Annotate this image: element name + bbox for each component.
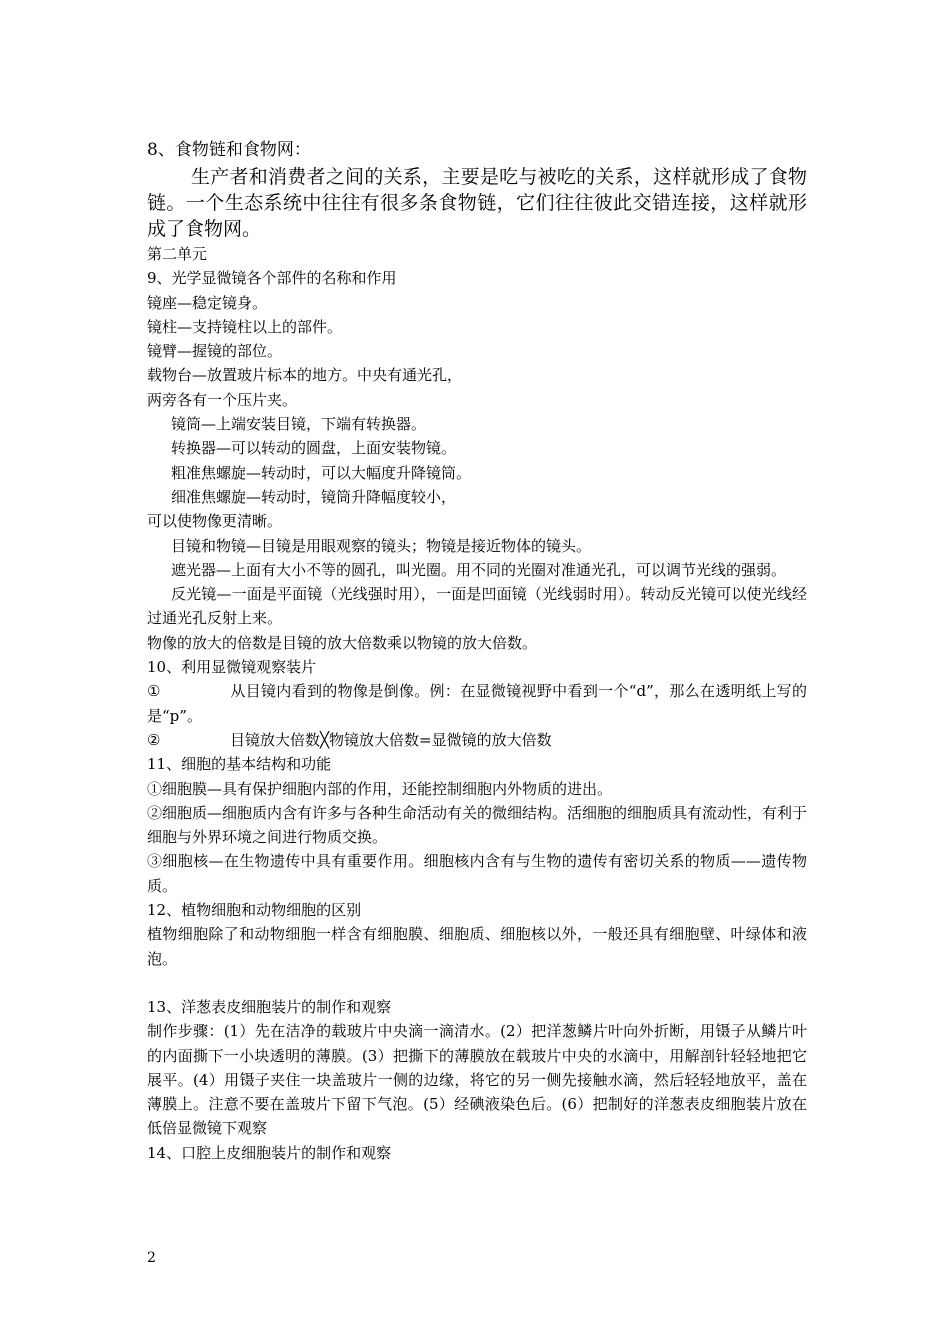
unit-heading: 第二单元 [147,245,208,263]
microscope-part-mirror: 反光镜—一面是平面镜（光线强时用），一面是凹面镜（光线弱时用）。转动反光镜可以使光线经过通光孔反射上来。 [147,585,807,628]
section-8-paragraph: 生产者和消费者之间的关系，主要是吃与被吃的关系，这样就形成了食物链。一个生态系统中往往有很多条食物链，它们往往彼此交错连接，这样就形成了食物网。 [147,166,807,240]
section-10-item-2 [147,728,807,752]
section-13-heading: 13、洋葱表皮细胞装片的制作和观察 [147,997,392,1016]
section-10-heading: 10、利用显微镜观察装片 [147,658,317,677]
microscope-part-fine-focus: 细准焦螺旋—转动时，镜筒升降幅度较小， [171,487,457,506]
microscope-part-pillar: 镜柱—支持镜柱以上的部件。 [147,317,343,336]
magnification-note: 物像的放大的倍数是目镜的放大倍数乘以物镜的放大倍数。 [147,633,538,652]
microscope-part-lenses: 目镜和物镜—目镜是用眼观察的镜头；物镜是接近物体的镜头。 [171,536,592,555]
cell-membrane-paragraph: ①细胞膜—具有保护细胞内部的作用，还能控制细胞内外物质的进出。 [147,779,613,798]
section-9-heading: 9、光学显微镜各个部件的名称和作用 [147,269,397,288]
nucleus-paragraph: ③细胞核—在生物遗传中具有重要作用。细胞核内含有与生物的遗传有密切关系的物质——遗传物质。 [147,852,807,895]
section-13-paragraph: 制作步骤：(1）先在洁净的载玻片中央滴一滴清水。(2）把洋葱鳞片叶向外折断，用镊子从鳞片叶的内面撕下一小块透明的薄膜。(3）把撕下的薄膜放在载玻片中央的水滴中，用解剖针轻轻地把它展平。(4）用镊子夹住一块盖玻片一侧的边缘，将它的另一侧先接触水滴，然后轻轻地放平，盖在薄膜上。注意不要在盖玻片下留下气泡。(5）经碘液染色后。(6）把制好的洋葱表皮细胞装片放在低倍显微镜下观察 [147,1022,807,1138]
page-content [147,136,807,1165]
blank-line [147,971,807,995]
microscope-part-base: 镜座—稳定镜身。 [147,293,268,312]
item-text: 目镜放大倍数╳物镜放大倍数=显微镜的放大倍数 [230,730,552,749]
microscope-part-fine-focus-cont: 可以使物像更清晰。 [147,512,283,531]
section-10-item-1 [147,679,807,728]
section-11-heading: 11、细胞的基本结构和功能 [147,755,332,774]
section-12-heading: 12、植物细胞和动物细胞的区别 [147,901,362,920]
item-marker: ① [147,682,161,701]
section-12-paragraph: 植物细胞除了和动物细胞一样含有细胞膜、细胞质、细胞核以外，一般还具有细胞壁、叶绿体和液泡。 [147,925,807,968]
section-8-heading: 8、食物链和食物网： [147,140,311,160]
item-text: 从目镜内看到的物像是倒像。例：在显微镜视野中看到一个“d”，那么在透明纸上写的是“p”。 [147,682,807,725]
page-number: 2 [147,1250,156,1266]
item-marker: ② [147,730,161,749]
microscope-part-tube: 镜筒—上端安装目镜，下端有转换器。 [171,415,427,434]
cytoplasm-paragraph: ②细胞质—细胞质内含有许多与各种生命活动有关的微细结构。活细胞的细胞质具有流动性，有利于细胞与外界环境之间进行物质交换。 [147,803,808,847]
microscope-part-coarse-focus: 粗准焦螺旋—转动时，可以大幅度升降镜筒。 [171,463,472,482]
microscope-part-diaphragm: 遮光器—上面有大小不等的圆孔，叫光圈。用不同的光圈对准通光孔，可以调节光线的强弱。 [171,560,787,579]
microscope-part-stage-cont: 两旁各有一个压片夹。 [147,390,298,409]
microscope-part-stage: 载物台—放置玻片标本的地方。中央有通光孔， [147,366,463,385]
section-14-heading: 14、口腔上皮细胞装片的制作和观察 [147,1143,392,1162]
microscope-part-nosepiece: 转换器—可以转动的圆盘，上面安装物镜。 [171,439,457,458]
microscope-part-arm: 镜臂—握镜的部位。 [147,342,283,361]
